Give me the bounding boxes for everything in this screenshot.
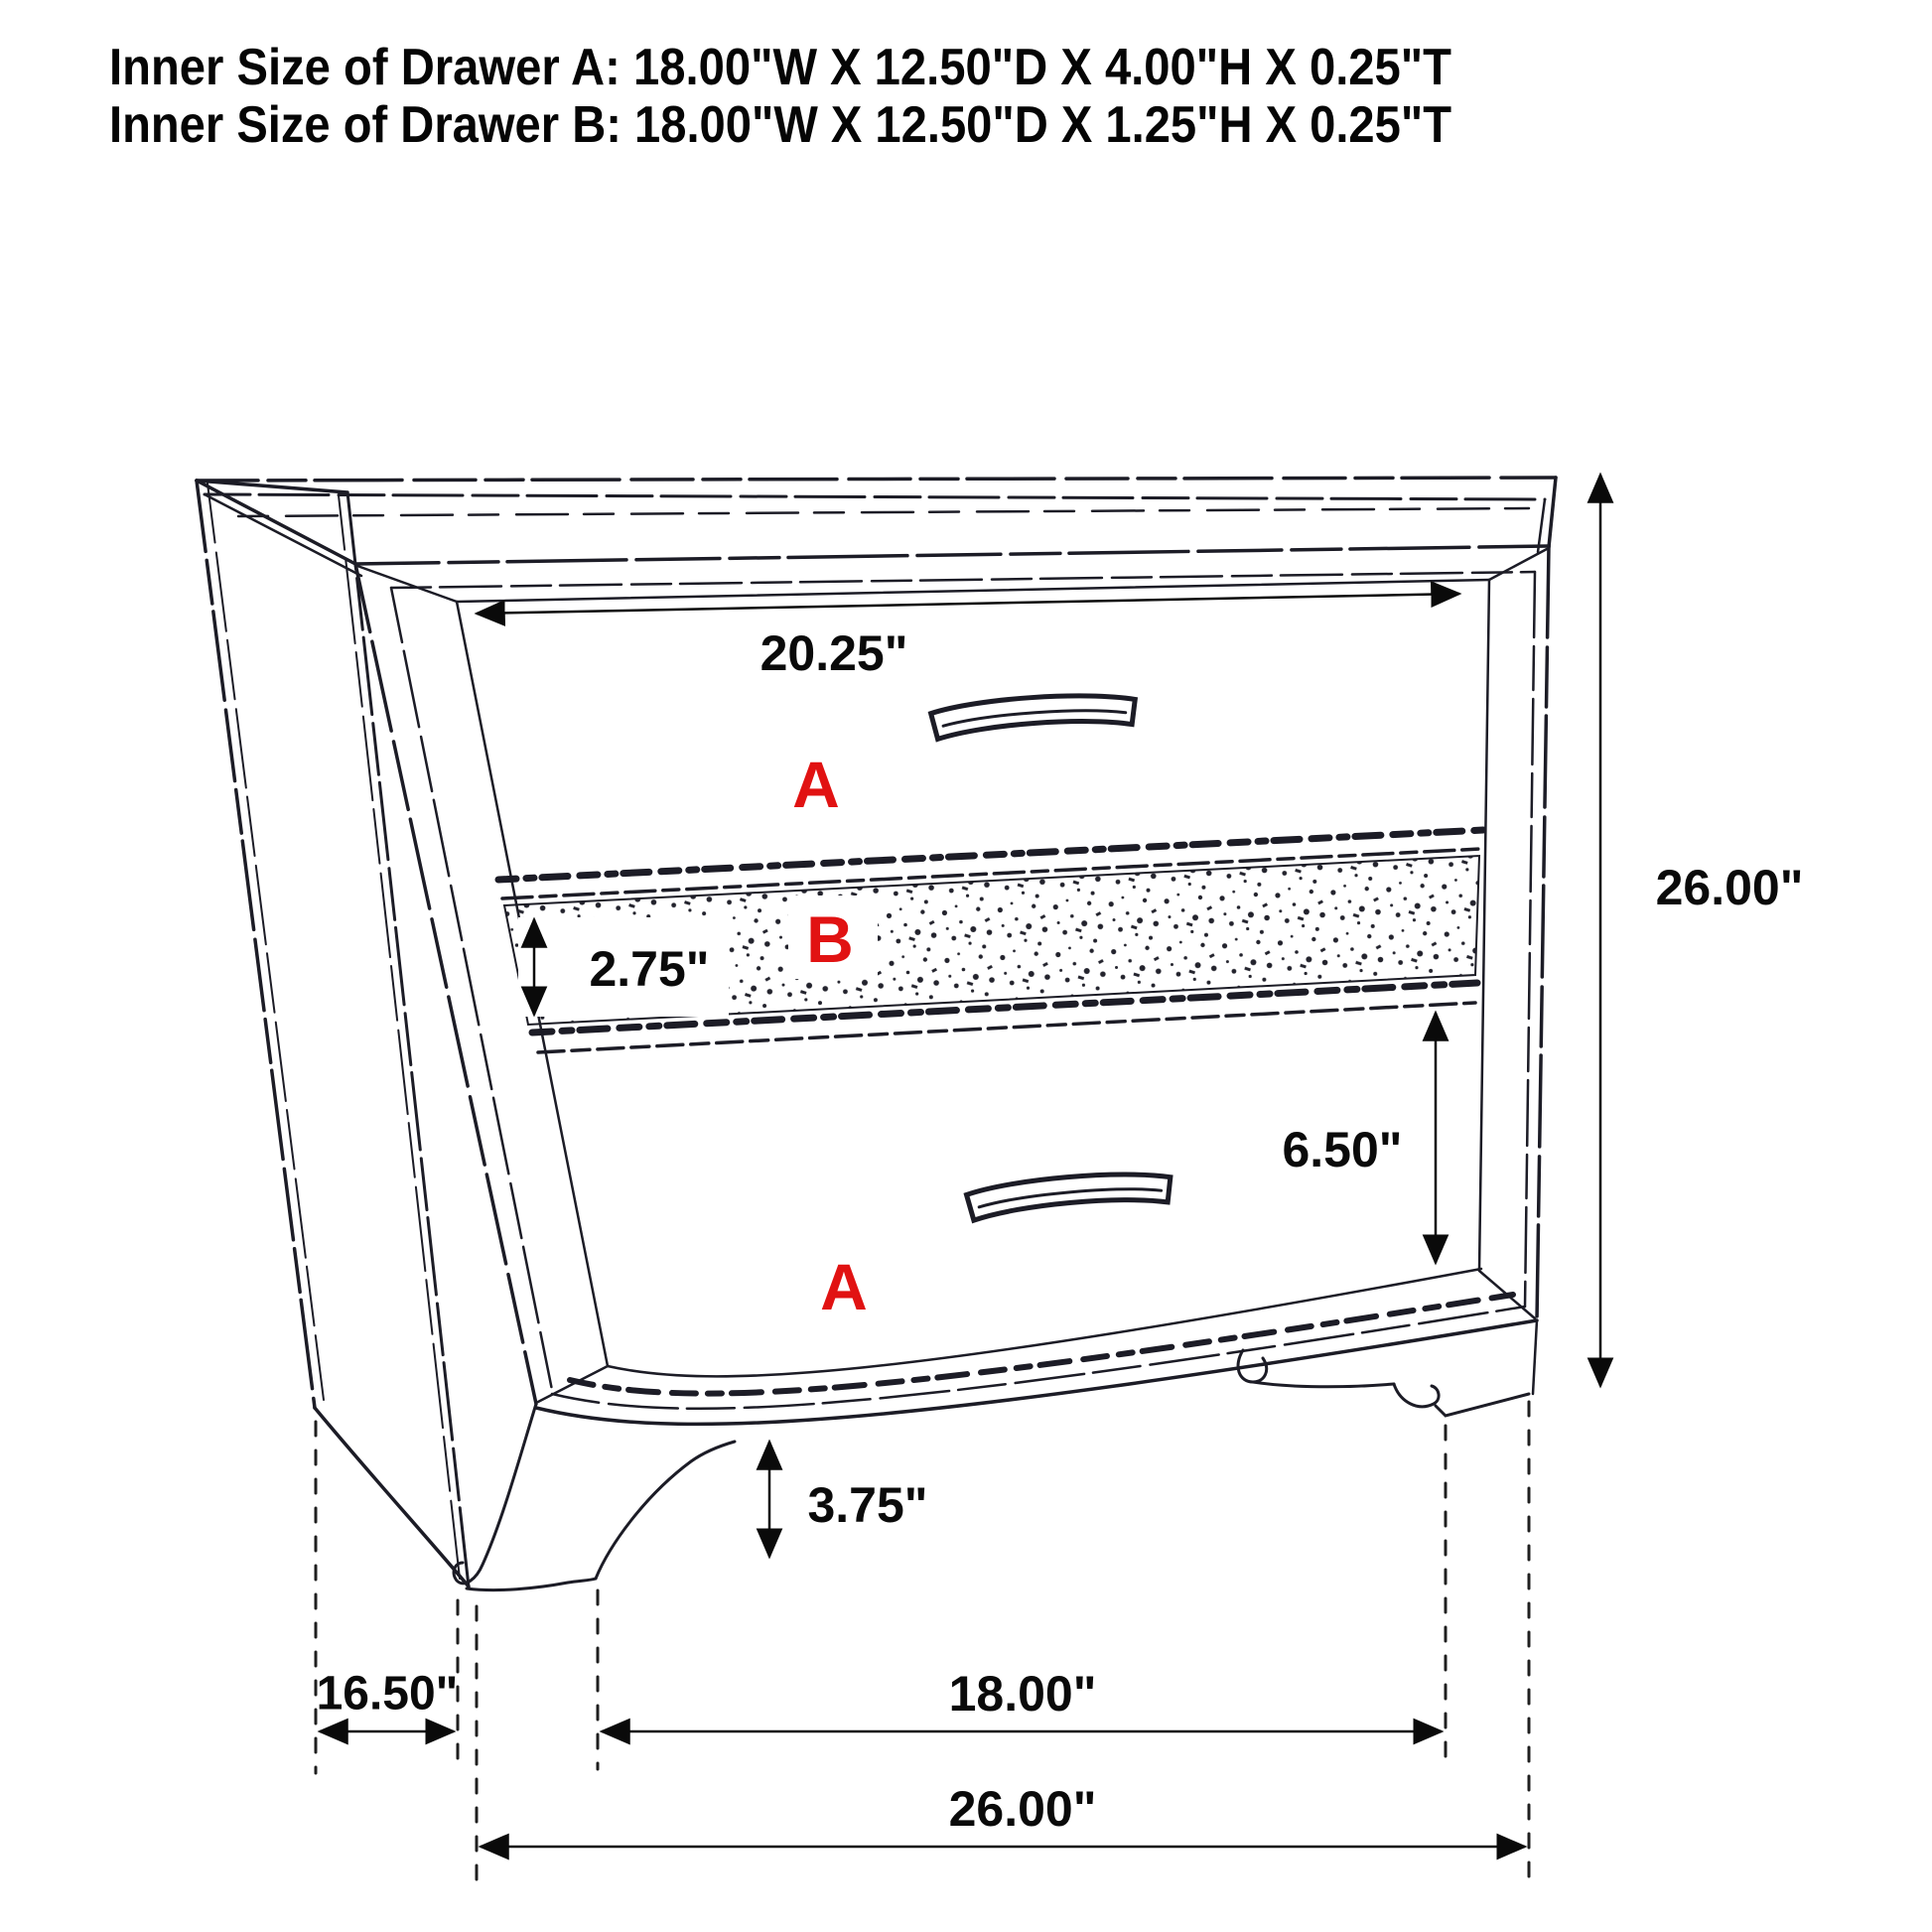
- projection-lines: [316, 1402, 1529, 1884]
- dim-label-drawer-width: 18.00": [948, 1666, 1097, 1722]
- drawer-a-top-label: A: [792, 748, 840, 821]
- drawer-a-top-handle: [930, 694, 1136, 740]
- dim-label-drawer-b-height: 2.75": [589, 941, 710, 997]
- drawer-a-bottom-label: A: [820, 1250, 868, 1323]
- dim-label-depth: 16.50": [316, 1667, 459, 1721]
- top-panel: [197, 478, 1556, 576]
- drawer-a-bottom-handle: [966, 1172, 1173, 1221]
- drawer-b-label: B: [806, 902, 854, 976]
- dim-label-total-width: 26.00": [948, 1781, 1097, 1837]
- header-line-1: Inner Size of Drawer A: 18.00"W X 12.50"D X 4.00"H X 0.25"T: [109, 39, 1452, 96]
- dim-label-leg-height: 3.75": [807, 1477, 928, 1533]
- left-side-panel: [197, 481, 469, 1587]
- dim-label-opening-width: 20.25": [759, 625, 908, 681]
- header-line-2: Inner Size of Drawer B: 18.00"W X 12.50"D X 1.25"H X 0.25"T: [109, 96, 1452, 154]
- front-right-leg: [1238, 1320, 1537, 1416]
- dim-label-bottom-opening-height: 6.50": [1282, 1122, 1403, 1177]
- dim-line-opening-width: [477, 594, 1459, 614]
- header: [109, 39, 1451, 154]
- front-left-leg: [454, 1404, 735, 1590]
- dim-label-total-height: 26.00": [1655, 860, 1804, 915]
- dimensions: [317, 475, 1804, 1847]
